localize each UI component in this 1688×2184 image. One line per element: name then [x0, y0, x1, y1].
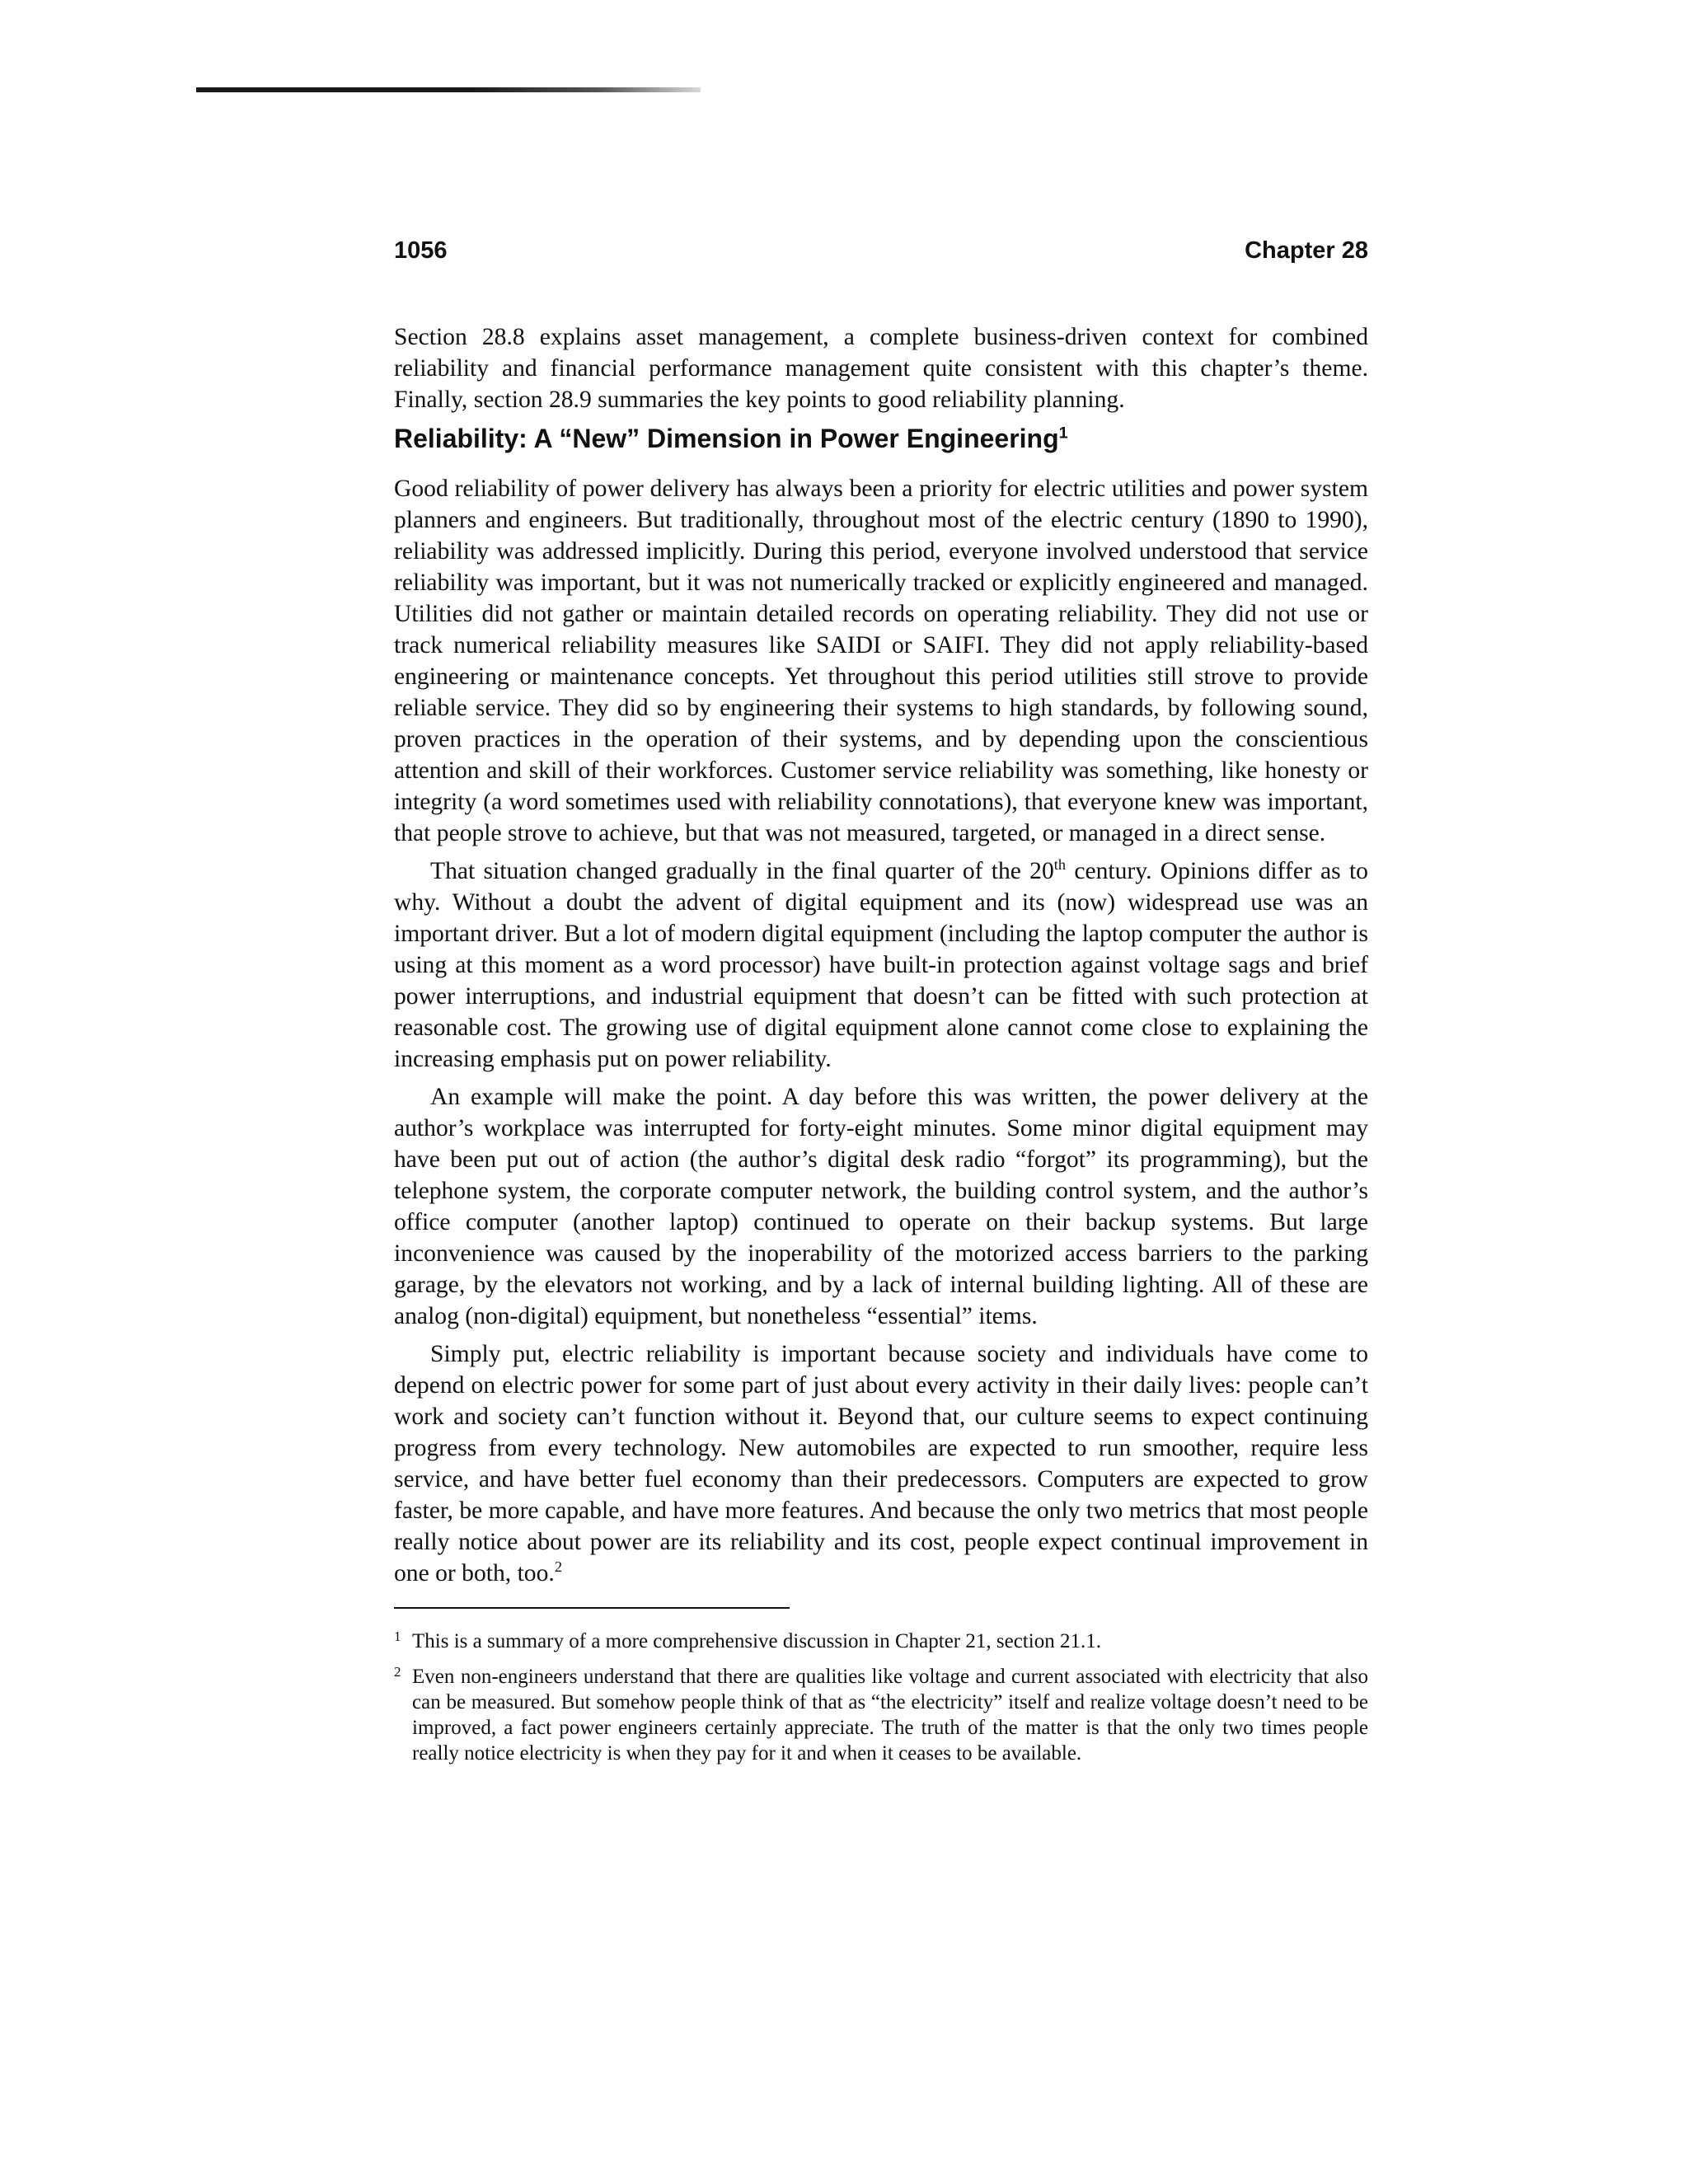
footnote-1-mark: 1 [394, 1629, 401, 1644]
paragraph-2 [394, 855, 1368, 1075]
footnote-1-text: This is a summary of a more comprehensive discussion in Chapter 21, section 21.1. [412, 1630, 1101, 1652]
paragraph-4 [394, 1338, 1368, 1589]
chapter-label: Chapter 28 [1245, 237, 1368, 264]
footnote-2 [394, 1664, 1368, 1766]
footnote-2-mark: 2 [394, 1664, 401, 1680]
page-body [394, 321, 1368, 1776]
page-number: 1056 [394, 237, 448, 264]
paragraph-1: Good reliability of power delivery has always been a priority for electric utilities and power system planners and engineers. But traditionally, throughout most of the electric century (1890 to 1990), reliability was addressed implicitly. During this period, everyone involved understood that service reliability was important, but it was not numerically tracked or explicitly engineered and managed. Utilities did not gather or maintain detailed records on operating reliability. They did not use or track numerical reliability measures like SAIDI or SAIFI. They did not apply reliability-based engineering or maintenance concepts. Yet throughout this period utilities still strove to provide reliable service. They did so by engineering their systems to high standards, by following sound, proven practices in the operation of their systems, and by depending upon the conscientious attention and skill of their workforces. Customer service reliability was something, like honesty or integrity (a word sometimes used with reliability connotations), that everyone knew was important, that people strove to achieve, but that was not measured, targeted, or managed in a direct sense. [394, 476, 1368, 846]
footnote-divider [394, 1607, 790, 1609]
section-heading-text: Reliability: A “New” Dimension in Power Engineering [394, 424, 1059, 453]
footnote-ref-1: 1 [1058, 424, 1068, 443]
intro-paragraph: Section 28.8 explains asset management, a complete business-driven context for combined reliability and financial performance management quite consistent with this chapter’s theme. Finally, section 28.9 summaries the key points to good reliability planning. [394, 324, 1368, 413]
paragraph-4-text: Simply put, electric reliability is important because society and individuals have come to depend on electric power for some part of just about every activity in their daily lives: people can’t work and society can’t function without it. Beyond that, our culture seems to expect continuing progress from every technology. New automobiles are expected to run smoother, require less service, and have better fuel economy than their predecessors. Computers are expected to grow faster, be more capable, and have more features. And because the only two metrics that most people really notice about power are its reliability and its cost, people expect continual improvement in one or both, too. [394, 1341, 1368, 1586]
footnote-2-text: Even non-engineers understand that there are qualities like voltage and current associated with electricity that also can be measured. But somehow people think of that as “the electricity” itself and realize voltage doesn’t need to be improved, a fact power engineers certainly appreciate. The truth of the matter is that the only two times people really notice electricity is when they pay for it and when it ceases to be available. [412, 1666, 1368, 1765]
footnote-1 [394, 1629, 1368, 1654]
ordinal-superscript: th [1053, 856, 1067, 874]
footnote-ref-2: 2 [554, 1558, 562, 1576]
paragraph-3: An example will make the point. A day before this was written, the power delivery at the author’s workplace was interrupted for forty-eight minutes. Some minor digital equipment may have been put out of action (the author’s digital desk radio “forgot” its programming), but the telephone system, the corporate computer network, the building control system, and the author’s office computer (another laptop) continued to operate on their backup systems. But large inconvenience was caused by the inoperability of the motorized access barriers to the parking garage, by the elevators not working, and by a lack of internal building lighting. All of these are analog (non-digital) equipment, but nonetheless “essential” items. [394, 1084, 1368, 1329]
paragraph-2-end: century. Opinions differ as to why. Without a doubt the advent of digital equipment and its (now) widespread use was an important driver. But a lot of modern digital equipment (including the laptop computer the author is using at this moment as a word processor) have built-in protection against voltage sags and brief power interruptions, and industrial equipment that doesn’t can be fitted with such protection at reasonable cost. The growing use of digital equipment alone cannot come close to explaining the increasing emphasis put on power reliability. [394, 858, 1368, 1072]
section-heading [394, 422, 1368, 455]
paragraph-2-start: That situation changed gradually in the final quarter of the 20 [430, 858, 1054, 884]
running-head [394, 237, 1368, 270]
scan-top-rule [196, 87, 701, 92]
